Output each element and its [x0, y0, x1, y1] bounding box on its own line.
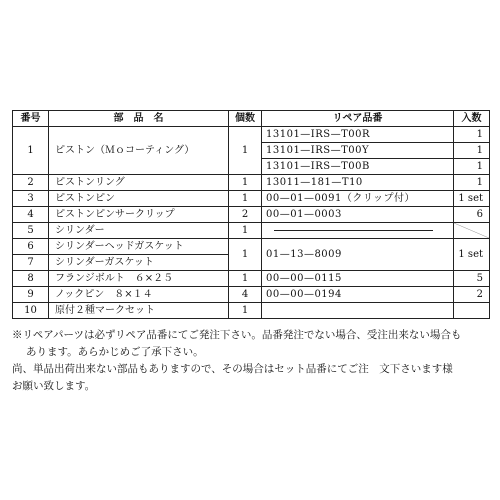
row-number: 2 — [13, 175, 49, 191]
row-quantity: 1 — [229, 223, 262, 239]
note-line: 尚、単品出荷出来ない部品もありますので、その場合はセット品番にてご注 文下さいます様 — [12, 363, 453, 375]
table-row — [13, 207, 490, 223]
row-part-name: ピストンピン — [49, 191, 229, 207]
row-repair-part-number: 13101—IRS—T00B — [262, 159, 454, 175]
note-line: お願い致します。 — [12, 380, 96, 392]
row-count: 1 — [454, 143, 490, 159]
note-line: ※リペアパーツは必ずリペア品番にてご発注下さい。品番発注でない場合、受注出来ない場合も — [12, 329, 462, 341]
row-quantity: 1 — [229, 239, 262, 271]
dash-line — [274, 230, 433, 231]
row-quantity: 4 — [229, 287, 262, 303]
row-number: 1 — [13, 127, 49, 175]
order-notes — [12, 327, 490, 395]
header-count: 入数 — [454, 111, 490, 127]
row-count: 2 — [454, 287, 490, 303]
row-quantity: 1 — [229, 271, 262, 287]
row-part-name: 原付２種マークセット — [49, 303, 229, 319]
row-count: 1 set — [454, 191, 490, 207]
row-quantity: 1 — [229, 191, 262, 207]
row-repair-part-number: 00—00—0194 — [262, 287, 454, 303]
row-number: 6 — [13, 239, 49, 255]
row-count: 6 — [454, 207, 490, 223]
row-repair-part-number: 13101—IRS—T00R — [262, 127, 454, 143]
row-number: 3 — [13, 191, 49, 207]
row-repair-part-number-unavailable — [262, 223, 454, 239]
row-repair-part-number: 00—00—0115 — [262, 271, 454, 287]
row-number: 10 — [13, 303, 49, 319]
row-part-name: シリンダー — [49, 223, 229, 239]
table-row — [13, 175, 490, 191]
row-number: 5 — [13, 223, 49, 239]
row-count: 5 — [454, 271, 490, 287]
row-part-name: シリンダーヘッドガスケット — [49, 239, 229, 255]
row-quantity: 1 — [229, 127, 262, 175]
note-line: あります。あらかじめご了承下さい。 — [26, 346, 204, 358]
row-quantity: 2 — [229, 207, 262, 223]
row-count: 1 — [454, 127, 490, 143]
row-quantity: 1 — [229, 175, 262, 191]
parts-document — [12, 110, 490, 395]
repair-parts-table — [12, 110, 490, 319]
row-part-name: フランジボルト ６×２５ — [49, 271, 229, 287]
row-count-unavailable — [454, 223, 490, 239]
table-row — [13, 239, 490, 255]
header-part-name: 部 品 名 — [49, 111, 229, 127]
header-quantity: 個数 — [229, 111, 262, 127]
row-part-name: ピストンピンサークリップ — [49, 207, 229, 223]
row-count: 1 set — [454, 239, 490, 271]
row-count-empty — [454, 303, 490, 319]
table-row — [13, 287, 490, 303]
row-number: 9 — [13, 287, 49, 303]
row-number: 4 — [13, 207, 49, 223]
row-repair-part-number: 13011—181—T10 — [262, 175, 454, 191]
table-row — [13, 271, 490, 287]
row-repair-part-number: 13101—IRS—T00Y — [262, 143, 454, 159]
table-row — [13, 127, 490, 143]
row-repair-part-number-empty — [262, 303, 454, 319]
row-repair-part-number: 01—13—8009 — [262, 239, 454, 271]
table-row — [13, 223, 490, 239]
row-count: 1 — [454, 159, 490, 175]
header-repair-part-number: リペア品番 — [262, 111, 454, 127]
diagonal-slash — [454, 223, 489, 238]
row-part-name: ピストン（Ｍｏコーティング） — [49, 127, 229, 175]
row-part-name: ピストンリング — [49, 175, 229, 191]
row-number: 8 — [13, 271, 49, 287]
row-quantity: 1 — [229, 303, 262, 319]
row-number: 7 — [13, 255, 49, 271]
table-row — [13, 191, 490, 207]
table-header-row — [13, 111, 490, 127]
row-part-name: ノックピン ８×１４ — [49, 287, 229, 303]
row-repair-part-number: 00—01—0091（クリップ付） — [262, 191, 454, 207]
header-number: 番号 — [13, 111, 49, 127]
table-row — [13, 303, 490, 319]
row-repair-part-number: 00—01—0003 — [262, 207, 454, 223]
row-part-name: シリンダーガスケット — [49, 255, 229, 271]
row-count: 1 — [454, 175, 490, 191]
